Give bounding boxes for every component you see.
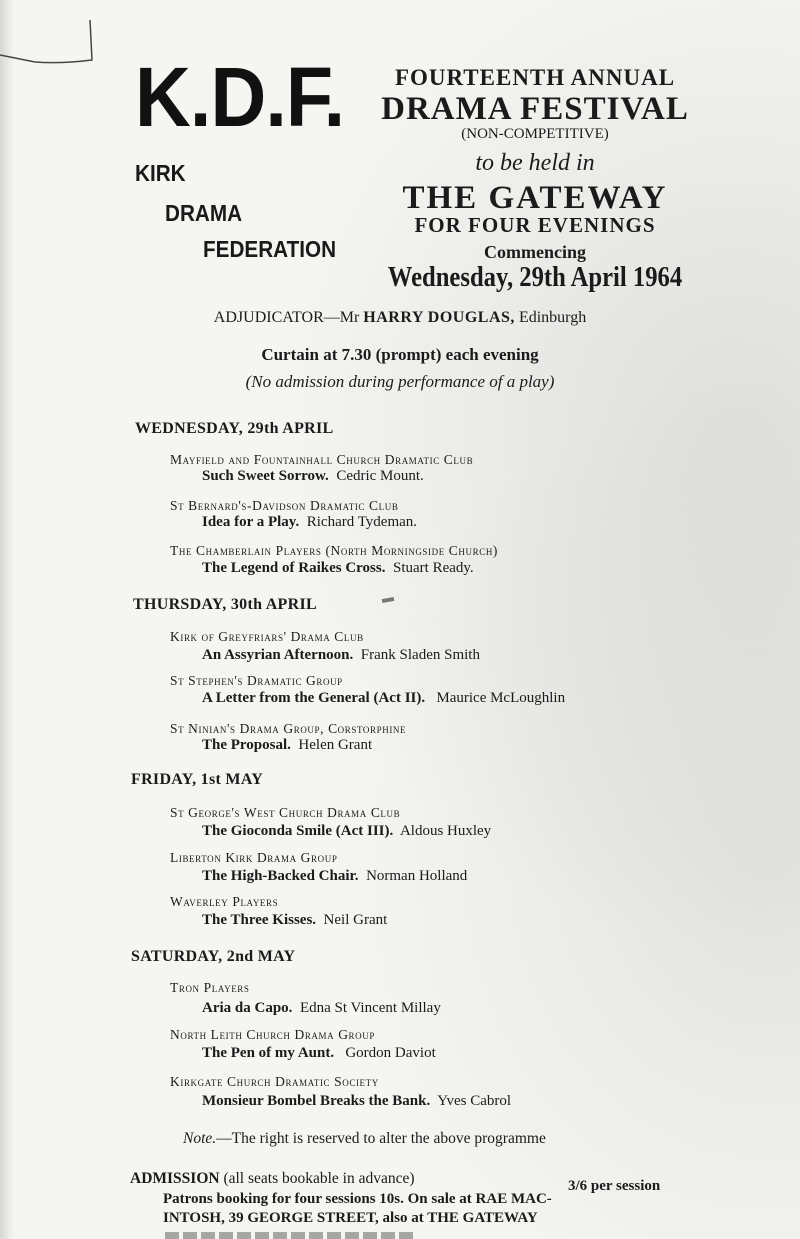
- play-title: The Pen of my Aunt.: [202, 1045, 335, 1061]
- play-line: [202, 515, 417, 530]
- play-line: [202, 738, 372, 753]
- club-name: The Chamberlain Players (North Morningside Church): [170, 543, 499, 558]
- note-label: Note.: [183, 1130, 217, 1147]
- no-admission-note: (No admission during performance of a play): [245, 372, 555, 391]
- festival-venue: THE GATEWAY: [402, 180, 668, 216]
- play-title: The High-Backed Chair.: [202, 868, 359, 884]
- play-title: An Assyrian Afternoon.: [202, 647, 354, 663]
- stray-mark: [382, 597, 395, 603]
- play-line: [202, 869, 467, 884]
- club-name: Waverley Players: [170, 894, 279, 909]
- play-title: Monsieur Bombel Breaks the Bank.: [202, 1093, 431, 1109]
- play-title: The Three Kisses.: [202, 912, 317, 928]
- play-title: The Gioconda Smile (Act III).: [202, 823, 394, 839]
- adjudicator-name: HARRY DOUGLAS,: [363, 309, 515, 326]
- club-name: North Leith Church Drama Group: [170, 1027, 375, 1042]
- club-name: Liberton Kirk Drama Group: [170, 850, 338, 865]
- day-heading: FRIDAY, 1st MAY: [131, 771, 264, 788]
- play-line: [202, 648, 480, 663]
- play-line: [202, 561, 474, 576]
- play-title: Idea for a Play.: [202, 514, 300, 530]
- adjudicator-label: ADJUDICATOR—Mr: [213, 309, 360, 326]
- play-author: Richard Tydeman.: [306, 514, 418, 530]
- federation-line-kirk: KIRK: [135, 160, 186, 186]
- club-name: St Stephen's Dramatic Group: [170, 673, 343, 688]
- play-title: The Legend of Raikes Cross.: [202, 560, 386, 576]
- festival-commencing: Commencing: [484, 242, 586, 262]
- play-author: Norman Holland: [366, 868, 468, 884]
- festival-duration: FOR FOUR EVENINGS: [414, 213, 656, 237]
- play-author: Helen Grant: [298, 737, 373, 753]
- play-line: [202, 913, 387, 928]
- play-line: [202, 824, 491, 839]
- play-title: Such Sweet Sorrow.: [202, 468, 329, 484]
- festival-noncompetitive: (NON-COMPETITIVE): [461, 126, 609, 142]
- club-name: Tron Players: [170, 980, 250, 995]
- play-author: Edna St Vincent Millay: [299, 1000, 441, 1016]
- festival-held-in: to be held in: [475, 150, 595, 176]
- club-name: St George's West Church Drama Club: [170, 805, 401, 820]
- federation-line-drama: DRAMA: [165, 200, 243, 226]
- admission-booking-line: Patrons booking for four sessions 10s. On sale at RAE MAC-: [163, 1191, 552, 1207]
- club-name: St Bernard's-Davidson Dramatic Club: [170, 498, 399, 513]
- admission-heading: ADMISSION: [130, 1170, 220, 1187]
- play-author: Maurice McLoughlin: [436, 690, 566, 706]
- programme-note: [183, 1131, 546, 1147]
- festival-date: Wednesday, 29th April 1964: [387, 262, 683, 293]
- play-author: Yves Cabrol: [437, 1093, 512, 1109]
- admission-line: [130, 1171, 415, 1187]
- curtain-time: Curtain at 7.30 (prompt) each evening: [261, 345, 539, 364]
- play-title: A Letter from the General (Act II).: [202, 690, 426, 706]
- kdf-logo: K.D.F.: [135, 50, 345, 144]
- day-heading: THURSDAY, 30th APRIL: [133, 596, 317, 613]
- admission-venue-line: INTOSH, 39 GEORGE STREET, also at THE GATEWAY: [163, 1210, 538, 1226]
- day-heading: SATURDAY, 2nd MAY: [131, 948, 296, 965]
- cut-off-text: [165, 1232, 415, 1239]
- folded-corner-mark: [0, 0, 110, 75]
- play-title: The Proposal.: [202, 737, 291, 753]
- club-name: St Ninian's Drama Group, Corstorphine: [170, 721, 407, 736]
- play-author: Stuart Ready.: [393, 560, 474, 576]
- play-author: Gordon Daviot: [345, 1045, 436, 1061]
- club-name: Kirkgate Church Dramatic Society: [170, 1074, 379, 1089]
- play-title: Aria da Capo.: [202, 1000, 293, 1016]
- federation-line-federation: FEDERATION: [203, 236, 337, 262]
- club-name: Mayfield and Fountainhall Church Dramatic Club: [170, 452, 474, 467]
- play-author: Cedric Mount.: [336, 468, 424, 484]
- session-price: 3/6 per session: [568, 1178, 661, 1194]
- play-author: Neil Grant: [323, 912, 388, 928]
- adjudicator-line: [0, 310, 800, 326]
- day-heading: WEDNESDAY, 29th APRIL: [135, 420, 334, 437]
- play-line: [202, 1094, 511, 1109]
- adjudicator-place: Edinburgh: [518, 309, 587, 326]
- club-name: Kirk of Greyfriars' Drama Club: [170, 629, 364, 644]
- scan-edge-shadow: [0, 0, 14, 1239]
- admission-detail: (all seats bookable in advance): [223, 1170, 415, 1187]
- play-author: Aldous Huxley: [399, 823, 492, 839]
- play-line: [202, 1001, 441, 1016]
- play-line: [202, 691, 565, 706]
- festival-title: DRAMA FESTIVAL: [381, 91, 689, 127]
- note-text: —The right is reserved to alter the above programme: [216, 1130, 546, 1147]
- play-line: [202, 1046, 436, 1061]
- play-author: Frank Sladen Smith: [360, 647, 480, 663]
- play-line: [202, 469, 424, 484]
- festival-edition: FOURTEENTH ANNUAL: [394, 65, 676, 90]
